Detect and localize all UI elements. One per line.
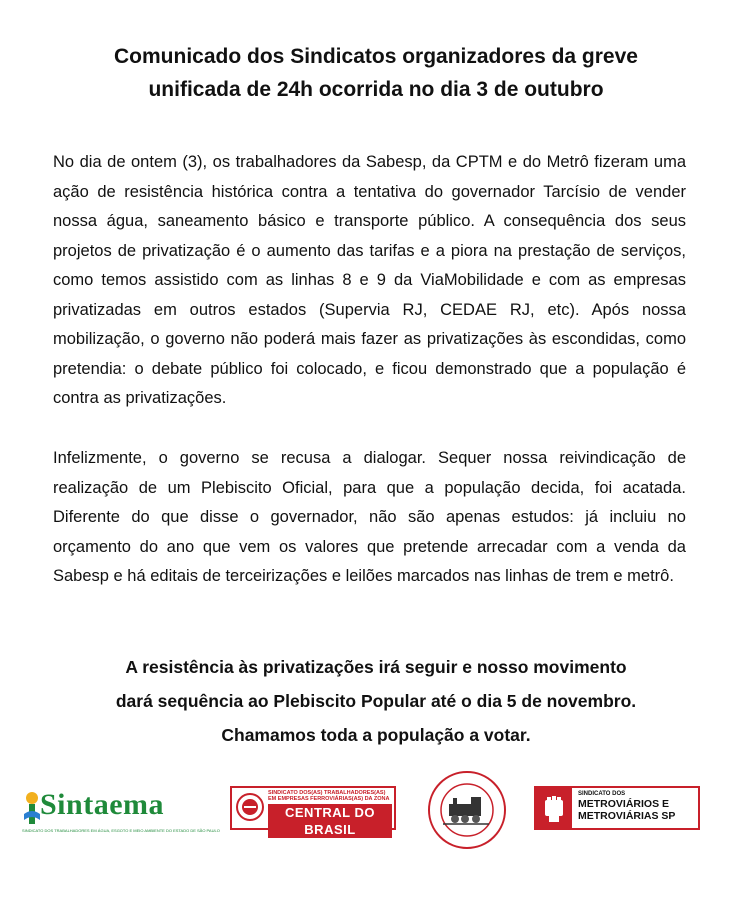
title-line-1: Comunicado dos Sindicatos organizadores da greve <box>114 45 638 68</box>
railway-emblem-icon <box>236 793 264 821</box>
union-logos-row <box>0 768 752 858</box>
paragraph-1: No dia de ontem (3), os trabalhadores da Sabesp, da CPTM e do Metrô fizeram uma ação de resistência histórica contra a tentativa do governador Tarcísio de vender nossa água, saneamento básico e transporte público. A consequência dos seus projetos de privatização é o aumento das tarifas e a piora na prestação de serviços, como temos assistido com as linhas 8 e 9 da ViaMobilidade e com as empresas privatizadas em outros estados (Supervia RJ, CEDAE RJ, etc). Após nossa mobilização, o governo não poderá mais fazer as privatizações às escondidas, como pretendia: o debate público foi colocado, e ficou demonstrado que a população é contra as privatizações. <box>53 153 686 407</box>
paragraph-2: Infelizmente, o governo se recusa a dialogar. Sequer nossa reivindicação de realização de um Plebiscito Oficial, para que a população decida, foi acatada. Diferente do que disse o governador, não são apenas estudos: já incluiu no orçamento do ano que vem os valores que pretende arrecadar com a venda da Sabesp e há editais de terceirizações e leilões marcados nas linhas de trem e metrô. <box>53 449 686 585</box>
metro-line-1: METROVIÁRIOS E <box>578 798 670 810</box>
central-big-text: CENTRAL DO BRASIL <box>268 804 392 838</box>
metro-fist-icon <box>536 788 572 828</box>
closing-line-3: Chamamos toda a população a votar. <box>221 725 531 745</box>
central-small-text: SINDICATO DOS(AS) TRABALHADORES(AS) EM EMPRESAS FERROVIÁRIAS(AS) DA ZONA <box>268 790 390 802</box>
document-title <box>40 40 712 106</box>
sintaema-sun-icon <box>22 790 42 826</box>
closing-line-1: A resistência às privatizações irá seguir e nosso movimento <box>125 657 627 677</box>
metro-small-text: SINDICATO DOS <box>578 791 626 797</box>
title-line-2: unificada de 24h ocorrida no dia 3 de outubro <box>148 78 604 101</box>
sintaema-subtitle: SINDICATO DOS TRABALHADORES EM ÁGUA, ESGOTO E MEIO AMBIENTE DO ESTADO DE SÃO PAULO <box>22 828 220 833</box>
sintaema-wordmark: Sintaema <box>40 788 164 821</box>
central-do-brasil-logo <box>230 786 396 837</box>
ferroviarios-seal-logo <box>427 770 507 850</box>
closing-line-2: dará sequência ao Plebiscito Popular até o dia 5 de novembro. <box>115 691 637 711</box>
metroviarios-logo <box>534 786 700 830</box>
metro-line-2: METROVIÁRIAS SP <box>578 810 676 822</box>
locomotive-seal-icon <box>427 770 507 850</box>
closing-statement <box>40 650 712 752</box>
sintaema-logo <box>22 788 220 840</box>
